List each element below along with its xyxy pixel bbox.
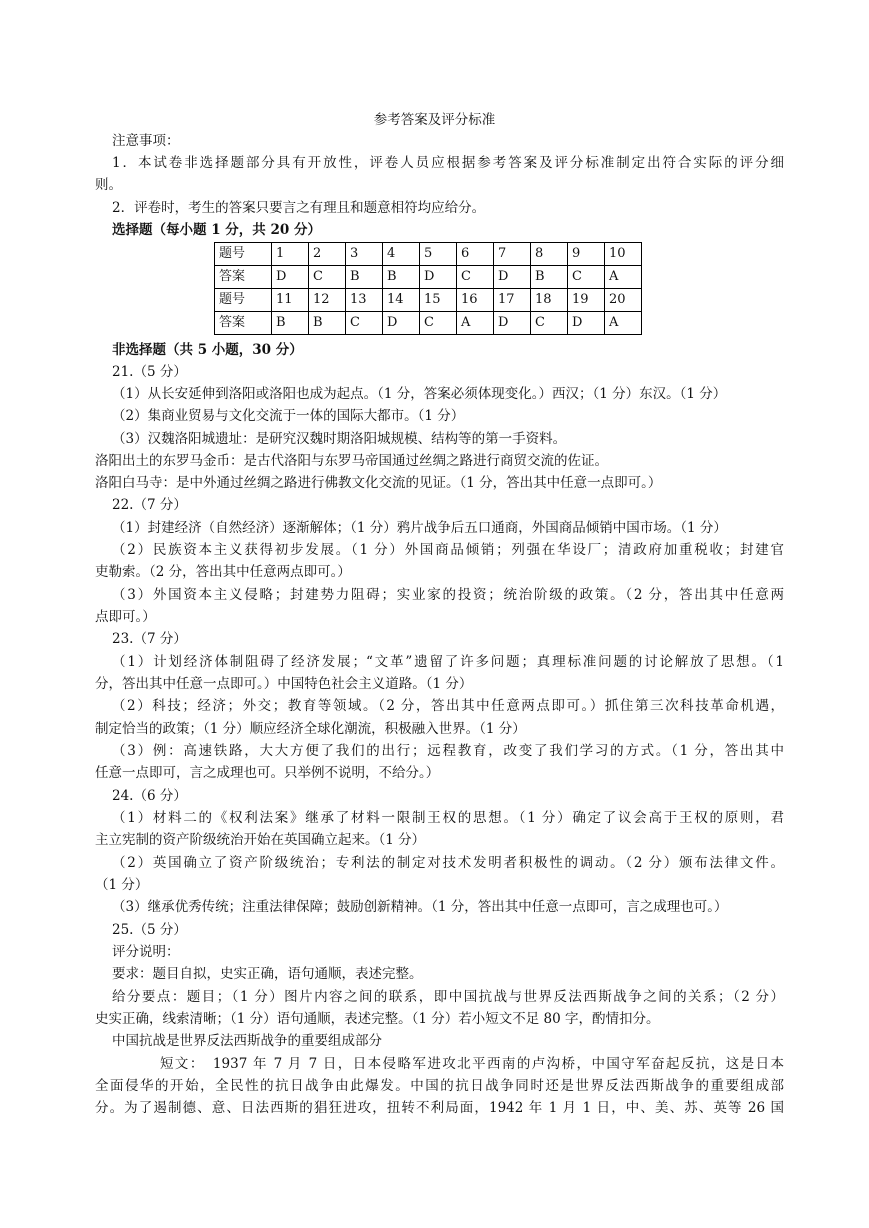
answer-cell: D bbox=[272, 266, 309, 289]
answer-line: 洛阳出土的东罗马金币：是古代洛阳与东罗马帝国通过丝绸之路进行商贸交流的佐证。 bbox=[95, 453, 608, 469]
answer-cell: B bbox=[383, 266, 420, 289]
table-row bbox=[215, 266, 642, 289]
answer-line: （1）材料二的《权利法案》继承了材料一限制王权的思想。（1 分）确定了议会高于王权的原则，君 bbox=[112, 810, 784, 826]
answer-cell: B bbox=[309, 312, 346, 335]
question-number: 7 bbox=[494, 243, 531, 266]
row-label: 题号 bbox=[215, 243, 272, 266]
answer-cell: C bbox=[346, 312, 383, 335]
answer-cell: C bbox=[568, 266, 605, 289]
answer-line: 点即可。） bbox=[95, 609, 156, 625]
row-label: 题号 bbox=[215, 289, 272, 312]
essay-line: 分。为了遏制德、意、日法西斯的猖狂进攻，扭转不利局面，1942 年 1 月 1 日，中、美、苏、英等 26 国 bbox=[95, 1100, 784, 1116]
question-number: 12 bbox=[309, 289, 346, 312]
answer-line: （2）集商业贸易与文化交流于一体的国际大都市。（1 分） bbox=[112, 408, 465, 424]
question-number: 8 bbox=[531, 243, 568, 266]
question-heading: 21.（5 分） bbox=[112, 364, 187, 380]
nonchoice-heading: 非选择题（共 5 小题，30 分） bbox=[112, 342, 303, 358]
question-number: 5 bbox=[420, 243, 457, 266]
question-number: 17 bbox=[494, 289, 531, 312]
answer-cell: B bbox=[531, 266, 568, 289]
answer-cell: D bbox=[494, 266, 531, 289]
answer-line: （3）继承优秀传统；注重法律保障；鼓励创新精神。（1 分，答出其中任意一点即可，言之成理也可。） bbox=[112, 899, 728, 915]
answer-line: 主立宪制的资产阶级统治开始在英国确立起来。（1 分） bbox=[95, 832, 426, 848]
notice-item-1: 1．本试卷非选择题部分具有开放性，评卷人员应根据参考答案及评分标准制定出符合实际的评分细 bbox=[112, 155, 784, 171]
question-number: 6 bbox=[457, 243, 494, 266]
question-heading: 22.（7 分） bbox=[112, 497, 187, 513]
question-heading: 24.（6 分） bbox=[112, 788, 187, 804]
essay-line: 短文： 1937 年 7 月 7 日，日本侵略军进攻北平西南的卢沟桥，中国守军奋起反抗，这是日本 bbox=[160, 1056, 784, 1072]
answer-line: （1）计划经济体制阻碍了经济发展；“文革”遗留了许多问题；真理标准问题的讨论解放了思想。（1 bbox=[112, 654, 784, 670]
notice-item-2: 2．评卷时，考生的答案只要言之有理且和题意相符均应给分。 bbox=[112, 200, 486, 216]
question-number: 11 bbox=[272, 289, 309, 312]
answer-cell: D bbox=[420, 266, 457, 289]
answer-cell: C bbox=[531, 312, 568, 335]
notice-item-1-cont: 则。 bbox=[95, 177, 122, 193]
notice-heading: 注意事项： bbox=[112, 133, 180, 149]
choice-heading: 选择题（每小题 1 分，共 20 分） bbox=[112, 222, 321, 238]
row-label: 答案 bbox=[215, 266, 272, 289]
answer-line: 制定恰当的政策；（1 分）顺应经济全球化潮流，积极融入世界。（1 分） bbox=[95, 721, 526, 737]
table-row bbox=[215, 312, 642, 335]
answer-cell: D bbox=[568, 312, 605, 335]
answer-line: （1）封建经济（自然经济）逐渐解体；（1 分）鸦片战争后五口通商，外国商品倾销中国市场。（1 分） bbox=[112, 520, 727, 536]
answer-line: 评分说明： bbox=[112, 944, 180, 960]
essay-line: 全面侵华的开始，全民性的抗日战争由此爆发。中国的抗日战争同时还是世界反法西斯战争的重要组成部 bbox=[95, 1078, 784, 1094]
question-number: 4 bbox=[383, 243, 420, 266]
answer-cell: B bbox=[272, 312, 309, 335]
answer-line: （3）汉魏洛阳城遗址：是研究汉魏时期洛阳城规模、结构等的第一手资料。 bbox=[112, 431, 567, 447]
table-row bbox=[215, 243, 642, 266]
question-number: 2 bbox=[309, 243, 346, 266]
question-number: 18 bbox=[531, 289, 568, 312]
question-number: 14 bbox=[383, 289, 420, 312]
answer-cell: B bbox=[346, 266, 383, 289]
question-number: 3 bbox=[346, 243, 383, 266]
question-number: 13 bbox=[346, 289, 383, 312]
answer-cell: A bbox=[605, 266, 642, 289]
question-number: 16 bbox=[457, 289, 494, 312]
answer-line: 吏勒索。（2 分，答出其中任意两点即可。） bbox=[95, 564, 351, 580]
answer-cell: C bbox=[457, 266, 494, 289]
question-number: 1 bbox=[272, 243, 309, 266]
question-number: 15 bbox=[420, 289, 457, 312]
question-number: 10 bbox=[605, 243, 642, 266]
question-heading: 23.（7 分） bbox=[112, 631, 187, 647]
question-number: 9 bbox=[568, 243, 605, 266]
answer-line: （2）民族资本主义获得初步发展。（1 分）外国商品倾销；列强在华设厂；清政府加重税收；封建官 bbox=[112, 542, 784, 558]
answer-line: （3）外国资本主义侵略；封建势力阻碍；实业家的投资；统治阶级的政策。（2 分，答出其中任意两 bbox=[112, 587, 784, 603]
answer-line: 分，答出其中任意一点即可。）中国特色社会主义道路。（1 分） bbox=[95, 676, 473, 692]
answer-line: （1 分） bbox=[95, 877, 149, 893]
answer-line: 任意一点即可，言之成理也可。只举例不说明，不给分。） bbox=[95, 765, 440, 781]
answer-line: （2）英国确立了资产阶级统治；专利法的制定对技术发明者积极性的调动。（2 分）颁布法律文件。 bbox=[112, 855, 784, 871]
answer-line: 洛阳白马寺：是中外通过丝绸之路进行佛教文化交流的见证。（1 分，答出其中任意一点即可。） bbox=[95, 475, 662, 491]
answer-line: （1）从长安延伸到洛阳或洛阳也成为起点。（1 分，答案必须体现变化。）西汉；（1 分）东汉。（1 分） bbox=[112, 386, 727, 402]
answer-line: 史实正确，线索清晰；（1 分）语句通顺，表述完整。（1 分）若小短文不足 80 字，酌情扣分。 bbox=[95, 1011, 660, 1027]
question-number: 20 bbox=[605, 289, 642, 312]
answer-line: 给分要点：题目；（1 分）图片内容之间的联系，即中国抗战与世界反法西斯战争之间的关系；（2 分） bbox=[112, 989, 784, 1005]
table-row bbox=[215, 289, 642, 312]
answer-cell: D bbox=[383, 312, 420, 335]
choice-answer-table bbox=[214, 242, 642, 335]
answer-cell: D bbox=[494, 312, 531, 335]
essay-title: 中国抗战是世界反法西斯战争的重要组成部分 bbox=[112, 1033, 382, 1049]
page-title: 参考答案及评分标准 bbox=[373, 112, 496, 128]
answer-cell: A bbox=[605, 312, 642, 335]
question-heading: 25.（5 分） bbox=[112, 922, 187, 938]
answer-line: 要求：题目自拟，史实正确，语句通顺，表述完整。 bbox=[112, 966, 423, 982]
answer-cell: C bbox=[420, 312, 457, 335]
answer-cell: C bbox=[309, 266, 346, 289]
answer-cell: A bbox=[457, 312, 494, 335]
row-label: 答案 bbox=[215, 312, 272, 335]
answer-line: （2）科技；经济；外交；教育等领域。（2 分，答出其中任意两点即可。）抓住第三次科技革命机遇， bbox=[112, 698, 784, 714]
question-number: 19 bbox=[568, 289, 605, 312]
answer-line: （3）例：高速铁路，大大方便了我们的出行；远程教育，改变了我们学习的方式。（1 分，答出其中 bbox=[112, 743, 784, 759]
